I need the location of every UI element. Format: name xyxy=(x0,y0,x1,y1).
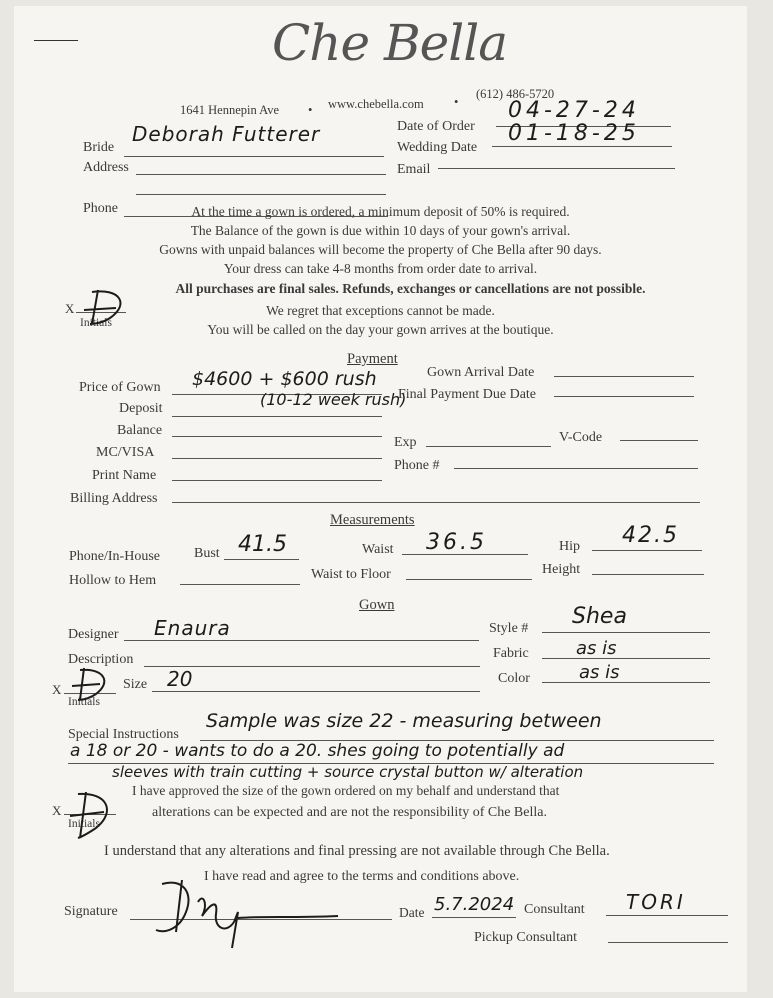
phone-label: Phone xyxy=(83,201,118,216)
style-label: Style # xyxy=(489,621,529,636)
size-label: Size xyxy=(123,677,148,692)
read-agree-text: I have read and agree to the terms and conditions above. xyxy=(204,869,520,884)
designer-value: Enaura xyxy=(154,616,231,640)
fabric-line xyxy=(542,658,710,659)
color-line xyxy=(542,682,710,683)
wedding-date-line xyxy=(492,146,672,147)
billing-line xyxy=(172,502,700,503)
terms-line: Gowns with unpaid balances will become the property of Che Bella after 90 days. xyxy=(159,242,602,257)
style-value: Shea xyxy=(572,604,627,629)
bride-label: Bride xyxy=(83,140,115,155)
hip-value: 42.5 xyxy=(622,523,679,548)
bust-label: Bust xyxy=(194,546,220,561)
price-value: $4600 + $600 rush xyxy=(192,368,377,390)
che-bella-logo: Che Bella xyxy=(272,14,508,72)
vcode-line xyxy=(620,440,698,441)
description-line xyxy=(144,666,480,667)
designer-line xyxy=(124,640,479,641)
special-label: Special Instructions xyxy=(68,727,179,742)
terms-line: We regret that exceptions cannot be made. xyxy=(266,303,495,318)
alterations-text: I understand that any alterations and final pressing are not available through Che Bella. xyxy=(104,843,610,859)
consultant-value: TORI xyxy=(626,890,686,914)
final-due-label: Final Payment Due Date xyxy=(398,387,537,402)
terms-line: You will be called on the day your gown arrives at the boutique. xyxy=(207,322,554,337)
waist-label: Waist xyxy=(362,542,394,557)
approved-text-2: alterations can be expected and are not the responsibility of Che Bella. xyxy=(152,805,547,820)
payment-heading: Payment xyxy=(347,351,398,367)
size-value: 20 xyxy=(167,667,193,691)
order-date-label: Date of Order xyxy=(397,119,475,134)
date-line xyxy=(432,917,516,918)
color-label: Color xyxy=(498,671,530,686)
fabric-label: Fabric xyxy=(493,646,529,661)
special-line-3: sleeves with train cutting + source crystal button w/ alteration xyxy=(112,763,584,781)
wedding-date-label: Wedding Date xyxy=(397,140,478,155)
initials-scribble xyxy=(68,786,126,846)
mcvisa-line xyxy=(172,458,382,459)
email-line xyxy=(438,168,675,169)
initials-label: Initials xyxy=(68,696,100,708)
style-line xyxy=(542,632,710,633)
initials-label: Initials xyxy=(80,317,112,329)
address-line-2 xyxy=(136,194,386,195)
balance-label: Balance xyxy=(117,423,163,438)
store-address: 1641 Hennepin Ave xyxy=(180,103,280,117)
email-label: Email xyxy=(397,162,431,177)
special-line-2: a 18 or 20 - wants to do a 20. shes going to potentially ad xyxy=(70,741,565,761)
initials-x: X xyxy=(52,803,62,818)
print-name-label: Print Name xyxy=(92,468,157,483)
height-label: Height xyxy=(542,562,581,577)
waist-value: 36.5 xyxy=(426,530,487,555)
hip-line xyxy=(592,550,702,551)
arrival-label: Gown Arrival Date xyxy=(427,365,535,380)
deposit-label: Deposit xyxy=(119,401,163,416)
initials-x: X xyxy=(65,301,75,316)
exp-line xyxy=(426,446,551,447)
phone-inhouse-label: Phone/In-House xyxy=(69,549,160,564)
hip-label: Hip xyxy=(559,539,580,554)
deposit-value: (10-12 week rush) xyxy=(260,390,407,409)
wedding-date-value: 01-18-25 xyxy=(508,121,640,146)
order-form-sheet xyxy=(14,6,747,992)
pickup-label: Pickup Consultant xyxy=(474,930,578,945)
initials-scribble xyxy=(80,284,140,334)
final-due-line xyxy=(554,396,694,397)
waist-floor-label: Waist to Floor xyxy=(311,567,391,582)
terms-line: All purchases are final sales. Refunds, exchanges or cancellations are not possible. xyxy=(175,281,646,296)
print-name-line xyxy=(172,480,382,481)
date-label: Date xyxy=(399,905,425,920)
bust-value: 41.5 xyxy=(238,532,287,557)
balance-line xyxy=(172,436,382,437)
designer-label: Designer xyxy=(68,627,119,642)
bride-value: Deborah Futterer xyxy=(132,122,321,146)
initials-x: X xyxy=(52,682,62,697)
header-separator: • xyxy=(454,95,459,109)
consultant-label: Consultant xyxy=(524,902,585,917)
measurements-heading: Measurements xyxy=(330,512,415,528)
approved-text-1: I have approved the size of the gown ordered on my behalf and understand that xyxy=(132,783,560,798)
height-line xyxy=(592,574,704,575)
arrival-line xyxy=(554,376,694,377)
terms-line: Your dress can take 4-8 months from order date to arrival. xyxy=(223,261,538,276)
special-line-1: Sample was size 22 - measuring between xyxy=(206,710,602,732)
store-website: www.chebella.com xyxy=(328,97,424,111)
date-value: 5.7.2024 xyxy=(434,894,515,915)
size-line xyxy=(152,691,480,692)
color-value: as is xyxy=(579,662,620,683)
initials-scribble xyxy=(70,664,120,706)
gown-heading: Gown xyxy=(359,597,395,613)
consultant-line xyxy=(606,915,728,916)
billing-label: Billing Address xyxy=(70,491,158,506)
address-label: Address xyxy=(83,160,129,175)
signature-label: Signature xyxy=(64,904,118,919)
waist-floor-line xyxy=(406,579,532,580)
header-separator: • xyxy=(308,103,313,117)
order-date-value: 04-27-24 xyxy=(508,98,640,123)
phone-num-line xyxy=(454,468,698,469)
price-label: Price of Gown xyxy=(79,380,161,395)
deposit-line xyxy=(172,416,382,417)
store-phone: (612) 486-5720 xyxy=(476,87,555,101)
initials-label: Initials xyxy=(68,818,100,830)
fabric-value: as is xyxy=(576,638,617,659)
bride-line xyxy=(124,156,384,157)
margin-mark xyxy=(34,40,78,41)
terms-line: The Balance of the gown is due within 10 days of your gown's arrival. xyxy=(190,223,571,238)
terms-line: At the time a gown is ordered, a minimum deposit of 50% is required. xyxy=(191,204,570,219)
pickup-line xyxy=(608,942,728,943)
exp-label: Exp xyxy=(394,435,417,450)
vcode-label: V-Code xyxy=(559,430,603,445)
signature-scribble xyxy=(142,872,342,952)
bust-line xyxy=(224,559,299,560)
address-line xyxy=(136,174,386,175)
mcvisa-label: MC/VISA xyxy=(96,445,155,460)
hollow-line xyxy=(180,584,300,585)
description-label: Description xyxy=(68,652,134,667)
hollow-label: Hollow to Hem xyxy=(69,573,157,588)
phone-num-label: Phone # xyxy=(394,458,440,473)
